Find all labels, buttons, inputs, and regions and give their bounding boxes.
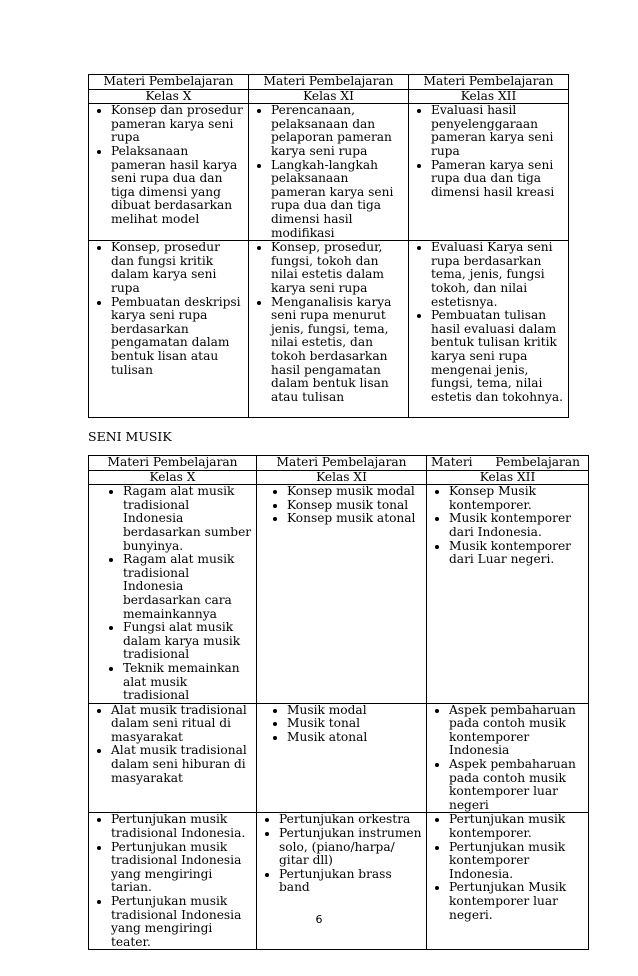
- table-cell: [427, 485, 589, 704]
- list-item: • Pertunjukan musik tradisional Indonesia yang mengiringi tarian.: [111, 841, 252, 895]
- list-item: • Pertunjukan musik kontemporer.: [449, 813, 584, 840]
- table-cell: [257, 703, 427, 813]
- list-item: • Konsep, prosedur, fungsi, tokoh dan nilai estetis dalam karya seni rupa: [271, 241, 404, 295]
- table-cell: [257, 485, 427, 704]
- table-header-row: [89, 75, 569, 90]
- list-item: • Pertunjukan instrumen solo, (piano/harpa/ gitar dll): [279, 827, 422, 868]
- list-item: • Teknik memainkan alat musik tradisional: [123, 662, 252, 703]
- list-item: • Musik atonal: [287, 731, 422, 745]
- list-item: • Pelaksanaan pameran hasil karya seni rupa dua dan tiga dimensi yang dibuat berdasarkan melihat model: [111, 145, 244, 227]
- table-row: [89, 104, 569, 241]
- section-title: SENI MUSIK: [88, 429, 172, 444]
- header-cell: Materi Pembelajaran: [249, 75, 409, 90]
- table-cell: [409, 104, 569, 241]
- table-row: [89, 241, 569, 418]
- table-class-row: [89, 470, 589, 485]
- table-row: [89, 813, 589, 950]
- table-cell: [89, 703, 257, 813]
- header-cell: [427, 456, 589, 471]
- seni-rupa-table: [88, 74, 569, 418]
- list-item: • Pertunjukan brass band: [279, 868, 422, 895]
- list-item: • Pembuatan tulisan hasil evaluasi dalam bentuk tulisan kritik karya seni rupa mengenai jenis, fungsi, tema, nilai estetis dan tokohnya.: [431, 309, 564, 404]
- header-word: Pembelajaran: [495, 455, 580, 469]
- table-cell: [89, 241, 249, 418]
- table-cell: [89, 813, 257, 950]
- class-cell: Kelas XI: [257, 470, 427, 485]
- class-cell: Kelas XII: [409, 89, 569, 104]
- list-item: • Musik modal: [287, 704, 422, 718]
- list-item: • Aspek pembaharuan pada contoh musik kontemporer luar negeri: [449, 758, 584, 812]
- table-row: [89, 703, 589, 813]
- list-item: • Pertunjukan musik kontemporer Indonesia.: [449, 841, 584, 882]
- header-cell: Materi Pembelajaran: [257, 456, 427, 471]
- class-cell: Kelas X: [89, 89, 249, 104]
- list-item: • Pembuatan deskripsi karya seni rupa berdasarkan pengamatan dalam bentuk lisan atau tulisan: [111, 296, 244, 378]
- list-item: • Ragam alat musik tradisional Indonesia berdasarkan sumber bunyinya.: [123, 485, 252, 553]
- list-item: • Evaluasi Karya seni rupa berdasarkan tema, jenis, fungsi tokoh, dan nilai estetisnya.: [431, 241, 564, 309]
- header-word: Materi: [431, 455, 473, 469]
- list-item: • Konsep dan prosedur pameran karya seni rupa: [111, 104, 244, 145]
- list-item: • Konsep musik atonal: [287, 512, 422, 526]
- list-item: • Konsep musik tonal: [287, 499, 422, 513]
- table-row: [89, 485, 589, 704]
- list-item: • Konsep Musik kontemporer.: [449, 485, 584, 512]
- list-item: • Musik tonal: [287, 717, 422, 731]
- table-cell: [249, 104, 409, 241]
- list-item: • Perencanaan, pelaksanaan dan pelaporan pameran karya seni rupa: [271, 104, 404, 158]
- list-item: • Pameran karya seni rupa dua dan tiga dimensi hasil kreasi: [431, 159, 564, 200]
- class-cell: Kelas XII: [427, 470, 589, 485]
- list-item: • Evaluasi hasil penyelenggaraan pameran karya seni rupa: [431, 104, 564, 158]
- list-item: • Musik kontemporer dari Indonesia.: [449, 512, 584, 539]
- table-cell: [427, 703, 589, 813]
- list-item: • Menganalisis karya seni rupa menurut jenis, fungsi, tema, nilai estetis, dan tokoh berdasarkan hasil pengamatan dalam bentuk lisan atau tulisan: [271, 296, 404, 405]
- class-cell: Kelas X: [89, 470, 257, 485]
- table-cell: [89, 485, 257, 704]
- list-item: • Konsep, prosedur dan fungsi kritik dalam karya seni rupa: [111, 241, 244, 295]
- table-cell: [409, 241, 569, 418]
- list-item: • Ragam alat musik tradisional Indonesia berdasarkan cara memainkannya: [123, 553, 252, 621]
- header-cell: Materi Pembelajaran: [409, 75, 569, 90]
- list-item: • Alat musik tradisional dalam seni hiburan di masyarakat: [111, 744, 252, 785]
- list-item: • Langkah-langkah pelaksanaan pameran karya seni rupa dua dan tiga dimensi hasil modifikasi: [271, 159, 404, 241]
- list-item: • Konsep musik modal: [287, 485, 422, 499]
- table-cell: [427, 813, 589, 950]
- list-item: • Aspek pembaharuan pada contoh musik kontemporer Indonesia: [449, 704, 584, 758]
- table-cell: [249, 241, 409, 418]
- list-item: • Pertunjukan orkestra: [279, 813, 422, 827]
- class-cell: Kelas XI: [249, 89, 409, 104]
- seni-musik-table: [88, 455, 589, 950]
- table-header-row: [89, 456, 589, 471]
- list-item: • Musik kontemporer dari Luar negeri.: [449, 540, 584, 567]
- table-class-row: [89, 89, 569, 104]
- table-cell: [257, 813, 427, 950]
- list-item: • Fungsi alat musik dalam karya musik tradisional: [123, 621, 252, 662]
- list-item: • Pertunjukan musik tradisional Indonesia yang mengiringi teater.: [111, 895, 252, 949]
- list-item: • Pertunjukan musik tradisional Indonesia.: [111, 813, 252, 840]
- list-item: • Alat musik tradisional dalam seni ritual di masyarakat: [111, 704, 252, 745]
- header-cell: Materi Pembelajaran: [89, 456, 257, 471]
- table-cell: [89, 104, 249, 241]
- page-number: 6: [315, 913, 323, 926]
- list-item: • Pertunjukan Musik kontemporer luar negeri.: [449, 881, 584, 922]
- header-cell: Materi Pembelajaran: [89, 75, 249, 90]
